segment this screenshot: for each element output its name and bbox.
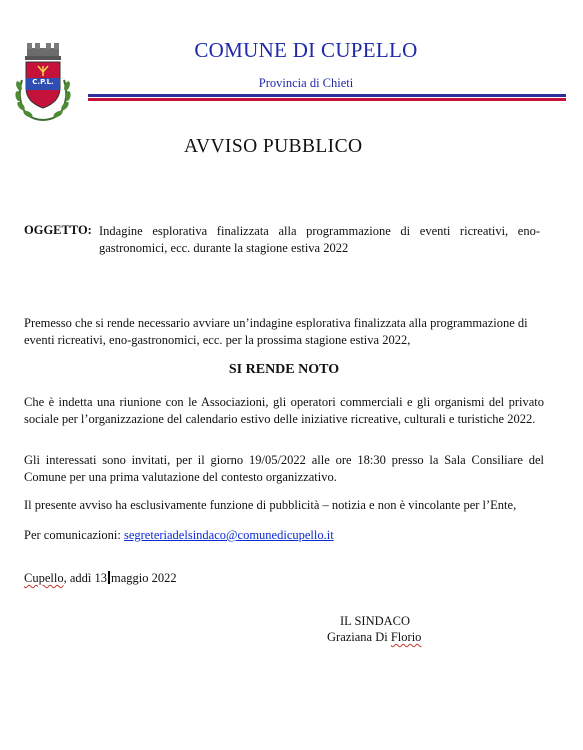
signature-name bbox=[327, 630, 421, 645]
place-name: Cupello bbox=[24, 571, 64, 585]
signature-name-last: Florio bbox=[390, 630, 422, 644]
signature-name-first: Graziana Di bbox=[327, 630, 388, 644]
signature-title: IL SINDACO bbox=[340, 614, 411, 628]
contact-label: Per comunicazioni: bbox=[24, 528, 121, 542]
date-month-year: maggio 2022 bbox=[111, 571, 177, 585]
header-rule-blue bbox=[88, 94, 566, 97]
crest-label: C.P.L. bbox=[32, 78, 54, 86]
text-cursor bbox=[108, 571, 110, 584]
notice-title: AVVISO PUBBLICO bbox=[184, 136, 363, 157]
subject-text: Indagine esplorativa finalizzata alla programmazione di eventi ricreativi, eno-gastronomici, ecc. durante la stagione estiva 2022 bbox=[99, 224, 540, 255]
date-day: , addì 13 bbox=[63, 571, 107, 585]
town-crest-logo bbox=[12, 40, 74, 124]
province-subtitle: Provincia di Chieti bbox=[258, 76, 354, 90]
place-date-line bbox=[24, 570, 544, 587]
subject-label: OGGETTO: bbox=[24, 223, 92, 237]
announcement-paragraph: Che è indetta una riunione con le Associazioni, gli operatori commerciali e gli organismi del privato sociale per l’organizzazione del calendario estivo delle iniziative ricreative, culturali e turistiche 2022. bbox=[24, 395, 544, 426]
contact-line bbox=[24, 527, 544, 544]
premise-paragraph: Premesso che si rende necessario avviare un’indagine esplorativa finalizzata alla programmazione di eventi ricreativi, eno-gastronomici, ecc. per la prossima stagione estiva 2022, bbox=[24, 316, 528, 347]
header-rule-red bbox=[88, 98, 566, 101]
municipality-title: COMUNE DI CUPELLO bbox=[194, 38, 418, 62]
contact-email-link[interactable]: segreteriadelsindaco@comunedicupello.it bbox=[123, 528, 334, 542]
disclaimer-paragraph: Il presente avviso ha esclusivamente funzione di pubblicità – notizia e non è vincolante per l’Ente, bbox=[24, 498, 517, 512]
invitation-paragraph: Gli interessati sono invitati, per il giorno 19/05/2022 alle ore 18:30 presso la Sala Consiliare del Comune per una prima valutazione del contesto organizzativo. bbox=[24, 453, 544, 484]
section-heading: SI RENDE NOTO bbox=[228, 362, 340, 377]
